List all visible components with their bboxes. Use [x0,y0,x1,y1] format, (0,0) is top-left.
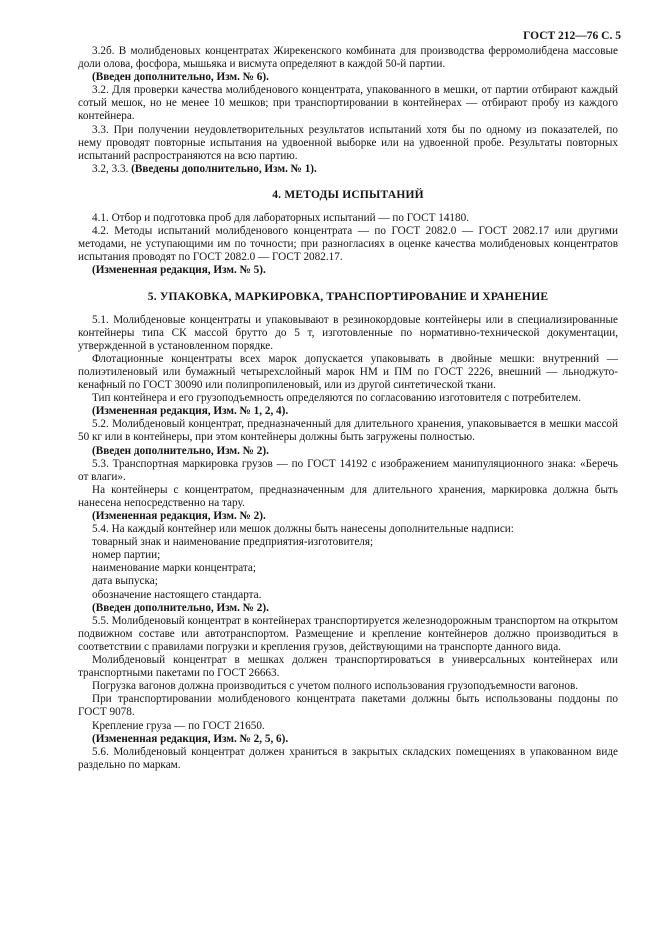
paragraph-marking: На контейнеры с концентратом, предназначенным для длительного хранения, маркировка должна быть нанесена непосредственно на тару. [78,483,618,509]
list-item: наименование марки концентрата; [92,562,256,575]
amendment-note: (Измененная редакция, Изм. № 2, 5, 6). [92,732,289,745]
paragraph-4-2: 4.2. Методы испытаний молибденового концентрата — по ГОСТ 2082.0 — ГОСТ 2082.17 или другими методами, не уступающими им по точности; при разногласиях в оценке качества молибденовых концентратов испытания проводят по ГОСТ 2082.0 — ГОСТ 2082.17. [78,225,618,264]
paragraph-3-2: 3.2. Для проверки качества молибденового концентрата, упакованного в мешки, от партии отбирают каждый сотый мешок, но не менее 10 мешков; при транспортировании в контейнерах — отбирают пробу из каждого контейнера. [78,84,618,123]
paragraph-5-6: 5.6. Молибденовый концентрат должен храниться в закрытых складских помещениях в упакованном виде раздельно по маркам. [78,745,618,771]
list-item: номер партии; [92,549,161,562]
paragraph-4-1: 4.1. Отбор и подготовка проб для лабораторных испытаний — по ГОСТ 14180. [92,212,469,225]
paragraph-container-type: Тип контейнера и его грузоподъемность определяются по согласованию изготовителя с потребителем. [92,392,582,405]
paragraph-3-2b: 3.2б. В молибденовых концентратах Жирекенского комбината для производства ферромолибдена массовые доли олова, фосфора, мышьяка и висмута определяют в каждой 50-й партии. [78,45,618,71]
list-item: товарный знак и наименование предприятия-изготовителя; [92,536,374,549]
paragraph-wagon-loading: Погрузка вагонов должна производиться с учетом полного использования грузоподъемности вагонов. [92,680,579,693]
section-heading-4: 4. МЕТОДЫ ИСПЫТАНИЙ [272,188,424,201]
document-body [78,45,618,772]
paragraph-5-2: 5.2. Молибденовый концентрат, предназначенный для длительного хранения, упаковывается в мешки массой 50 кг или в контейнеры, при этом контейнеры должны быть загружены полностью. [78,418,618,444]
paragraph-5-3: 5.3. Транспортная маркировка грузов — по ГОСТ 14192 с изображением манипуляционного знака: «Беречь от влаги». [78,457,618,483]
paragraph-flotation: Флотационные концентраты всех марок допускается упаковывать в двойные мешки: внутренний — полиэтиленовый или бумажный четырехслойный марок НМ и ПМ по ГОСТ 2226, внешний — льнoджуто-кенафный по ГОСТ 30090 или полипропиленовый, или из другой синтетической ткани. [78,352,618,392]
list-item: дата выпуска; [92,575,158,588]
amendment-note: (Введен дополнительно, Изм. № 2). [92,444,269,457]
amendment-text: (Введены дополнительно, Изм. № 1). [131,162,317,175]
amendment-note: (Измененная редакция, Изм. № 1, 2, 4). [92,405,289,418]
paragraph-bags-transport: Молибденовый концентрат в мешках должен транспортироваться в универсальных контейнерах или транспортными пакетами по ГОСТ 26663. [78,654,618,680]
amendment-note: (Измененная редакция, Изм. № 2). [92,510,266,522]
paragraph-pallets: При транспортировании молибденового концентрата пакетами должны быть использованы поддоны по ГОСТ 9078. [78,693,618,719]
page-header: ГОСТ 212—76 С. 5 [523,30,621,42]
paragraph-fastening: Крепление груза — по ГОСТ 21650. [92,719,265,732]
paragraph-5-4: 5.4. На каждый контейнер или мешок должны быть нанесены дополнительные надписи: [92,523,514,536]
paragraph-5-5: 5.5. Молибденовый концентрат в контейнерах транспортируется железнодорожным транспортом на открытом подвижном составе или автотранспортом. Размещение и крепление контейнеров должно производиться в соответствии с правилами погрузки и крепления грузов, действующими на транспорте данного вида. [78,614,618,653]
amendment-note: (Измененная редакция, Изм. № 5). [92,264,266,277]
amendment-note: (Введен дополнительно, Изм. № 2). [92,601,269,614]
list-item: обозначение настоящего стандарта. [92,588,262,601]
section-heading-5: 5. УПАКОВКА, МАРКИРОВКА, ТРАНСПОРТИРОВАНИЕ И ХРАНЕНИЕ [147,290,549,303]
amendment-note: (Введен дополнительно, Изм. № 6). [92,71,269,84]
amendment-note-3-2-3-3 [78,163,618,176]
paragraph-3-3: 3.3. При получении неудовлетворительных результатов испытаний хотя бы по одному из показателей, по нему проводят повторные испытания на удвоенной выборке или на удвоенной пробе. Результаты повторных испытаний распространяются на всю партию. [78,123,618,162]
paragraph-5-1: 5.1. Молибденовые концентраты и упаковывают в резинокордовые контейнеры или в специализированные контейнеры типа СК массой брутто до 5 т, изготовленные по нормативно-технической документации, утвержденной в установленном порядке. [78,313,618,352]
clause-refs: 3.2, 3.3. [92,162,129,175]
